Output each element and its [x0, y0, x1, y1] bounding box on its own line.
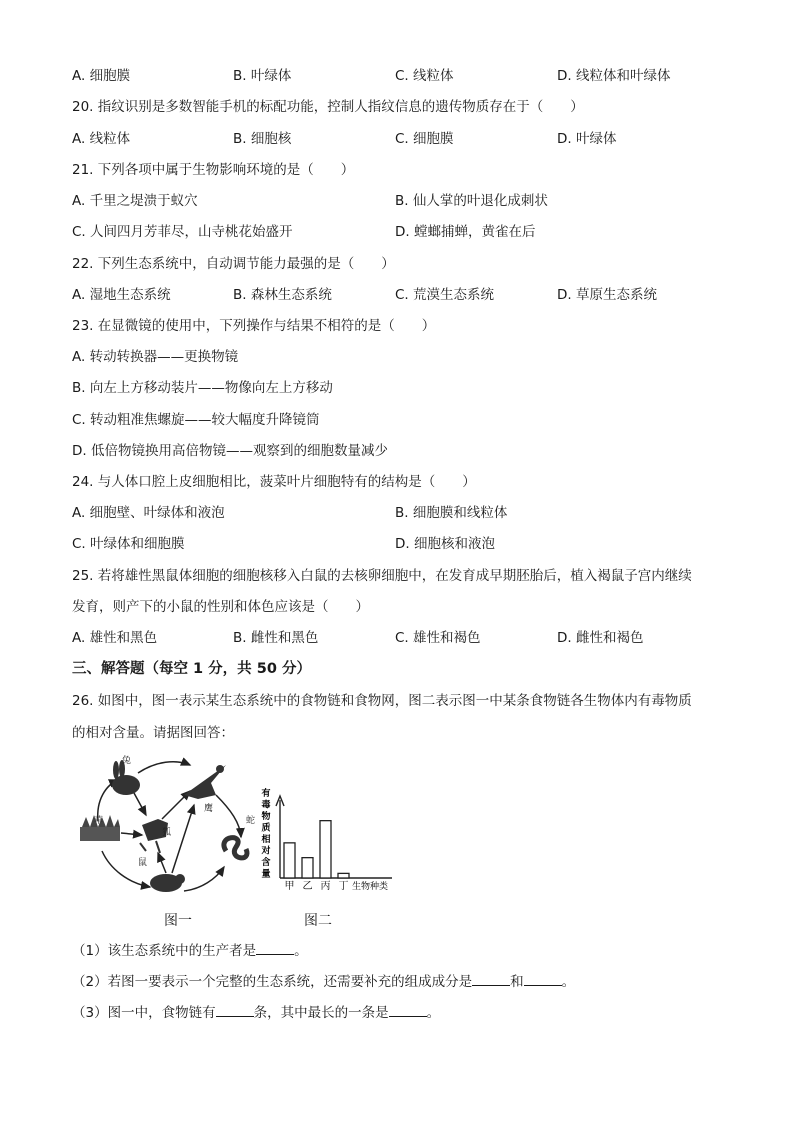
bar-2	[320, 821, 331, 878]
q20-option-c: C. 细胞膜	[395, 131, 454, 147]
q23-option-d: D. 低倍物镜换用高倍物镜——观察到的细胞数量减少	[72, 443, 388, 459]
q21-option-c: C. 人间四月芳菲尽，山寺桃花始盛开	[72, 224, 293, 240]
q19-option-d: D. 线粒体和叶绿体	[557, 68, 671, 84]
q20-option-a: A. 线粒体	[72, 131, 131, 147]
q24-option-c: C. 叶绿体和细胞膜	[72, 536, 185, 552]
arrow-rabbit-to-hawk	[138, 762, 190, 773]
q20-option-b: B. 细胞核	[233, 131, 292, 147]
q26-stem-line2: 的相对含量。请据图回答：	[72, 725, 234, 741]
tick-label-1: 乙	[302, 881, 313, 892]
figure2-caption: 图二	[304, 913, 332, 929]
arrow-grass-to-mouse	[102, 851, 150, 887]
bar-0	[284, 843, 295, 878]
q23-option-b: B. 向左上方移动装片——物像向左上方移动	[72, 380, 333, 396]
arrow-mouse-to-hawk	[172, 805, 194, 873]
q21-option-b: B. 仙人掌的叶退化成刺状	[395, 193, 548, 209]
q22-option-d: D. 草原生态系统	[557, 287, 657, 303]
bar-3	[338, 873, 349, 878]
q23-option-c: C. 转动粗准焦螺旋——较大幅度升降镜筒	[72, 412, 320, 428]
q26-sub2	[72, 973, 575, 991]
q26-sub1-suffix: 。	[294, 943, 308, 959]
label-fox: 狐	[162, 828, 172, 838]
q25-option-b: B. 雌性和黑色	[233, 630, 319, 646]
tick-label-2: 丙	[320, 881, 331, 892]
q24-stem: 24. 与人体口腔上皮细胞相比，菠菜叶片细胞特有的结构是（ ）	[72, 474, 476, 490]
label-rabbit: 兔	[122, 756, 132, 766]
q20-option-d: D. 叶绿体	[557, 131, 617, 147]
q25-option-a: A. 雄性和黑色	[72, 630, 158, 646]
mouse-icon	[150, 874, 185, 892]
hawk-icon	[184, 765, 226, 799]
q26-sub1	[72, 942, 308, 960]
q25-option-c: C. 雄性和褐色	[395, 630, 481, 646]
q24-option-a: A. 细胞壁、叶绿体和液泡	[72, 505, 225, 521]
arrow-hawk-to-snake	[216, 795, 241, 837]
label-grass: 草	[94, 816, 104, 826]
label-mouse: 鼠	[138, 858, 148, 868]
ylabel-chars	[260, 787, 270, 880]
q19-option-a: A. 细胞膜	[72, 68, 131, 84]
q26-stem-line1: 26. 如图中，图一表示某生态系统中的食物链和食物网，图二表示图一中某条食物链各生物体内有毒物质	[72, 693, 692, 709]
label-snake: 蛇	[246, 816, 256, 826]
tick-label-0: 甲	[284, 881, 295, 892]
answer-blank[interactable]	[216, 1004, 254, 1017]
q19-option-b: B. 叶绿体	[233, 68, 292, 84]
q25-stem-line1: 25. 若将雄性黑鼠体细胞的细胞核移入白鼠的去核卵细胞中，在发育成早期胚胎后，植入褐鼠子宫内继续	[72, 568, 692, 584]
q22-stem: 22. 下列生态系统中，自动调节能力最强的是（ ）	[72, 256, 395, 272]
x-axis-label: 生物种类	[352, 882, 389, 892]
q24-option-b: B. 细胞膜和线粒体	[395, 505, 508, 521]
section-heading: 三、解答题（每空 1 分，共 50 分）	[72, 661, 311, 677]
toxin-bar-chart	[256, 782, 396, 894]
tick-label-3: 丁	[338, 881, 349, 892]
answer-blank[interactable]	[256, 942, 294, 955]
q20-stem: 20. 指纹识别是多数智能手机的标配功能，控制人指纹信息的遗传物质存在于（ ）	[72, 99, 584, 115]
figure1-caption: 图一	[164, 913, 192, 929]
answer-blank[interactable]	[389, 1004, 427, 1017]
q21-option-a: A. 千里之堤溃于蚁穴	[72, 193, 198, 209]
arrow-grass-to-fox	[121, 833, 142, 835]
q26-sub3-mid: 条，其中最长的一条是	[253, 1005, 389, 1021]
arrow-mouse-to-fox	[158, 853, 166, 873]
q26-sub3	[72, 1004, 440, 1022]
arrow-rabbit-to-fox	[134, 793, 146, 815]
answer-blank[interactable]	[472, 973, 510, 986]
label-hawk: 鹰	[204, 804, 214, 814]
q26-sub2-prefix: （2）若图一要表示一个完整的生态系统，还需要补充的组成成分是	[72, 974, 473, 990]
q24-option-d: D. 细胞核和液泡	[395, 536, 495, 552]
q23-stem: 23. 在显微镜的使用中，下列操作与结果不相符的是（ ）	[72, 318, 436, 334]
q26-sub3-prefix: （3）图一中，食物链有	[72, 1005, 216, 1021]
bar-1	[302, 858, 313, 878]
q26-sub2-mid: 和	[510, 974, 524, 990]
q22-option-c: C. 荒漠生态系统	[395, 287, 495, 303]
q21-stem: 21. 下列各项中属于生物影响环境的是（ ）	[72, 162, 355, 178]
q22-option-b: B. 森林生态系统	[233, 287, 332, 303]
q26-sub3-suffix: 。	[426, 1005, 441, 1021]
answer-blank[interactable]	[524, 973, 562, 986]
food-web-diagram	[76, 755, 266, 905]
q26-sub1-prefix: （1）该生态系统中的生产者是	[72, 943, 257, 959]
q25-option-d: D. 雌性和褐色	[557, 630, 644, 646]
q21-option-d: D. 螳螂捕蝉，黄雀在后	[395, 224, 536, 240]
arrow-mouse-to-snake	[184, 867, 224, 891]
q22-option-a: A. 湿地生态系统	[72, 287, 171, 303]
q23-option-a: A. 转动转换器——更换物镜	[72, 349, 239, 365]
y-axis-label: 有毒物质相对含量	[261, 789, 271, 880]
snake-icon	[224, 838, 247, 858]
q26-sub2-suffix: 。	[561, 974, 576, 990]
q19-option-c: C. 线粒体	[395, 68, 454, 84]
q25-stem-line2: 发育，则产下的小鼠的性别和体色应该是（ ）	[72, 599, 369, 615]
